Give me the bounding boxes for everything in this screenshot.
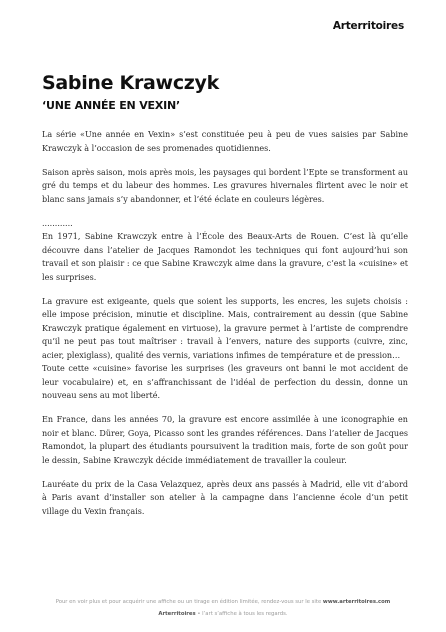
paragraph: La série «Une année en Vexin» s’est constituée peu à peu de vues saisies par Sabine Krawczyk à l’occasion de ses promenades quotidiennes.	[42, 130, 408, 153]
paragraph: Toute cette «cuisine» favorise les surprises (les graveurs ont banni le mot accident de leur vocabulaire) et, en s’affranchissant de l’idéal de perfection du dessin, donne un nouveau sens au mot liberté.	[42, 364, 408, 400]
paragraph: En 1971, Sabine Krawczyk entre à l’École des Beaux-Arts de Rouen. C’est là qu’elle découvre dans l’atelier de Jacques Ramondot les techniques qui font aujourd’hui son travail et son plaisir : ce que Sabine Krawczyk aime dans la gravure, c’est la «cuisine» et les surprises.	[42, 232, 408, 282]
website-link[interactable]: www.arterritoires.com	[322, 599, 391, 605]
footer-tagline-text: • l’art s’affiche à tous les regards.	[195, 611, 288, 617]
separator: ............	[42, 218, 73, 228]
footer-tagline	[0, 611, 446, 617]
paragraph: La gravure est exigeante, quels que soient les supports, les encres, les sujets choisis : elle impose précision, minutie et discipline. Mais, contrairement au dessin (que Sabine Krawczyk pratique également en virtuose), la gravure permet à l’artiste de comprendre qu’il ne peut pas tout maîtriser : travail à l’envers, nature des supports (cuivre, zinc, acier, plexiglass), qualité des vernis, variations infimes de température et de pression…	[42, 296, 408, 360]
footer-line	[0, 599, 446, 605]
paragraph: En France, dans les années 70, la gravure est encore assimilée à une iconographie en noir et blanc. Dürer, Goya, Picasso sont les grandes références. Dans l’atelier de Jacques Ramondot, la plupart des étudiants poursuivent la tradition mais, forte de son goût pour le dessin, Sabine Krawczyk décide immédiatement de travailler la couleur.	[42, 415, 408, 465]
paragraph: Saison après saison, mois après mois, les paysages qui bordent l’Epte se transforment au gré du temps et du labeur des hommes. Les gravures hivernales flirtent avec le noir et blanc sans jamais s’y abandonner, et l’été éclate en couleurs légères.	[42, 167, 408, 204]
paragraph: Lauréate du prix de la Casa Velazquez, après deux ans passés à Madrid, elle vit d’abord à Paris avant d’installer son atelier à la campagne dans l’ancienne école d’un petit village du Vexin français.	[42, 479, 408, 516]
footer-brand: Arterritoires	[158, 611, 196, 617]
series-title: ‘UNE ANNÉE EN VEXIN’	[42, 99, 180, 112]
artist-name: Sabine Krawczyk	[42, 72, 219, 94]
footer-text: Pour en voir plus et pour acquérir une affiche ou un tirage en édition limitée, rendez-vous sur le site	[55, 599, 323, 605]
brand-logo: Arterritoires	[332, 20, 404, 32]
article-body	[42, 128, 408, 529]
